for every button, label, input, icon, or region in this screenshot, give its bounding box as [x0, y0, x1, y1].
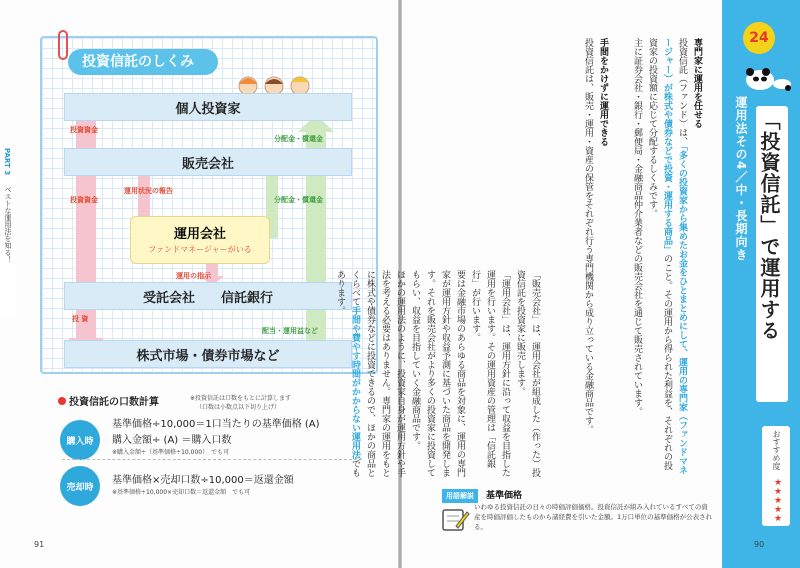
text-4: 「販売会社」は、運用会社が組成した（作った）投資信託を投資家に販売します。 — [515, 270, 540, 477]
flow-report: 運用状況の報告 — [124, 187, 173, 195]
sell-formula-1: 基準価格×売却口数÷10,000＝返還金額 — [112, 475, 294, 486]
text-1c: のこと。その運用から得られた利益を、それぞれの投資家の投資額に応じて分配するしくみです。 — [647, 38, 672, 470]
page-number-left: 91 — [34, 540, 45, 549]
sell-badge: 売却時 — [60, 466, 100, 506]
flow-profit: 配当・運用益など — [262, 327, 318, 335]
paperclip-icon — [58, 30, 68, 60]
page-number-right: 90 — [754, 540, 765, 549]
investor-node: 個人投資家 — [64, 93, 352, 121]
formula-note-2: （口数は小数点以下切り上げ） — [196, 404, 281, 411]
title-box — [756, 106, 788, 402]
text-3: 投資信託は、販売・運用・資産の保管をそれぞれ行う専門機関から成り立っている金融商品です。 — [583, 38, 593, 434]
part-tab — [0, 146, 16, 316]
formula-heading-text: 投資信託の口数計算 — [69, 397, 159, 408]
formula-heading — [58, 393, 159, 408]
flow-dividend-2: 分配金・償還金 — [274, 196, 323, 204]
divider — [62, 459, 362, 460]
text-7c: でもあります。 — [335, 270, 360, 477]
diagram-title: 投資信託のしくみ — [68, 49, 218, 75]
buy-formula-1: 基準価格÷10,000＝1口当たりの基準価格 (A) — [112, 419, 320, 430]
formula-note-1: ※投資信託は口数をもとに計算します — [190, 395, 292, 402]
buy-badge: 購入時 — [60, 420, 100, 460]
part-description: ベストな運用法を知る！ — [4, 186, 12, 263]
buy-formula-2: 購入金額÷ (A) ＝購入口数 — [112, 435, 232, 446]
glossary-tag: 用語解説 — [442, 489, 478, 503]
recommend-stars: ★★★★★ — [773, 478, 783, 523]
text-5: 「運用会社」は、運用方針に沿って収益を目指した運用を行います。その運用資産の管理は「信託銀行」が行います。 — [470, 270, 510, 477]
notebook-pencil-icon — [440, 504, 470, 534]
right-page — [335, 0, 800, 568]
panda-icon — [736, 62, 794, 92]
recommendation-box — [762, 426, 790, 526]
text-1b: 「多くの投資家から集めたお金をひとまとめにして、運用の専門家（ファンドマネージャー）が株式や債券などで投資・運用する商品」 — [662, 38, 687, 475]
chapter-number: 24 — [743, 22, 775, 54]
bullet-icon — [58, 397, 66, 405]
buy-note: ※購入金額÷（基準価格÷10,000） でも可 — [112, 449, 230, 456]
text-block-2 — [550, 38, 610, 478]
sell-note: ※基準価格÷10,000×売却口数＝返還金額 でも可 — [112, 489, 251, 496]
text-2: 主に証券会社・銀行・郵便局・金融商品仲介業者などの販売会社を通じて販売されています。 — [632, 38, 642, 416]
text-block-1 — [622, 38, 704, 478]
text-block-3 — [335, 270, 542, 480]
heading-easy: 手間をかけずに運用できる — [598, 38, 608, 146]
manager-node — [130, 216, 270, 264]
glossary-text: いわゆる投資信託の日々の時価評価価格。投資信託が組み入れているすべての資産を時価評価したものから諸経費を引いた金額。1万口単位の基準価格が公表される。 — [474, 503, 713, 531]
chapter-subtitle: 運用法その4／中・長期向き — [734, 96, 748, 262]
text-7b: 手間や費やす時間がかからない運用法 — [350, 306, 360, 459]
manager-subtitle: ファンドマネージャーがいる — [148, 245, 252, 254]
seller-node: 販売会社 — [64, 148, 352, 176]
flow-instruction: 運用の指示 — [176, 272, 211, 280]
flow-invest-money-1: 投資資金 — [70, 126, 98, 134]
heading-expert: 専門家に運用を任せる — [692, 38, 702, 128]
text-7a: ほかの運用法のように、投資家自身が運用方針や手法を考える必要はありません。専門家の運用をもとに株式や債券などに投資できるので、ほかの商品とくらべて — [350, 270, 405, 477]
market-node: 株式市場・債券市場など — [64, 340, 352, 368]
manager-title: 運用会社 — [173, 227, 226, 242]
text-1a: 投資信託（ファンド）は、 — [677, 38, 687, 146]
flow-invest: 投 資 — [72, 315, 89, 323]
flow-invest-money-2: 投資資金 — [70, 196, 98, 204]
glossary-heading: 基準価格 — [486, 491, 523, 501]
text-6: 要は金融市場のあらゆる商品を対象に、運用の専門家が運用方針や収益予測に基づいた商品を開発します。それを販売会社がより多くの投資家に投資してもらい、収益を目指していく金融商品です。 — [410, 270, 465, 477]
recommend-label: おすすめ度 — [772, 430, 781, 470]
part-label: PART 3 — [3, 148, 11, 176]
trustee-node: 受託会社 信託銀行 — [64, 282, 352, 310]
page-title: 「投資信託」で運用する — [757, 110, 781, 341]
flow-dividend-1: 分配金・償還金 — [274, 135, 323, 143]
